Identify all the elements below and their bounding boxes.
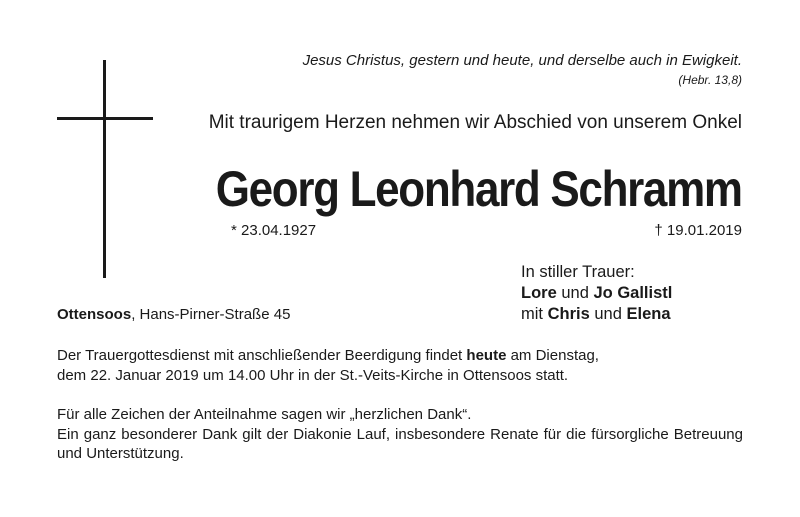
funeral-highlight: heute (466, 347, 507, 364)
thanks-notice (57, 405, 743, 464)
bible-quote: Jesus Christus, gestern und heute, und derselbe auch in Ewigkeit. (302, 52, 742, 69)
address-town: Ottensoos (57, 306, 132, 323)
mourner-name: Jo Gallistl (593, 284, 673, 302)
address (57, 306, 290, 323)
conjunction: und (594, 305, 622, 323)
thanks-line-1: Für alle Zeichen der Anteilnahme sagen wir „herzlichen Dank“. (57, 406, 472, 423)
bible-reference: (Hebr. 13,8) (678, 73, 742, 87)
thanks-line-2: Ein ganz besonderer Dank gilt der Diakonie Lauf, insbesondere Renate für die fürsorgliche Betreuung und Unterstützung. (57, 425, 743, 462)
cross-icon-bar (57, 117, 153, 120)
mourners-heading: In stiller Trauer: (521, 263, 635, 281)
mourners-line (521, 283, 672, 304)
birth-date: * 23.04.1927 (231, 222, 317, 239)
address-street: , Hans-Pirner-Straße 45 (131, 306, 291, 323)
prefix: mit (521, 305, 543, 323)
cross-icon (103, 60, 106, 278)
funeral-line-2: dem 22. Januar 2019 um 14.00 Uhr in der St.-Veits-Kirche in Ottensoos statt. (57, 367, 569, 384)
mourner-name: Elena (626, 305, 671, 323)
deceased-name: Georg Leonhard Schramm (216, 161, 742, 217)
mourner-name: Chris (547, 305, 590, 323)
mourner-name: Lore (521, 284, 557, 302)
mourners-block (521, 262, 672, 325)
funeral-text: am Dienstag, (510, 347, 599, 364)
funeral-notice (57, 346, 747, 386)
death-date: † 19.01.2019 (654, 222, 742, 239)
mourners-line (521, 304, 672, 325)
conjunction: und (561, 284, 589, 302)
funeral-line-1 (57, 346, 747, 366)
funeral-text: Der Trauergottesdienst mit anschließender Beerdigung findet (57, 347, 463, 364)
intro-text: Mit traurigem Herzen nehmen wir Abschied von unserem Onkel (208, 112, 742, 133)
